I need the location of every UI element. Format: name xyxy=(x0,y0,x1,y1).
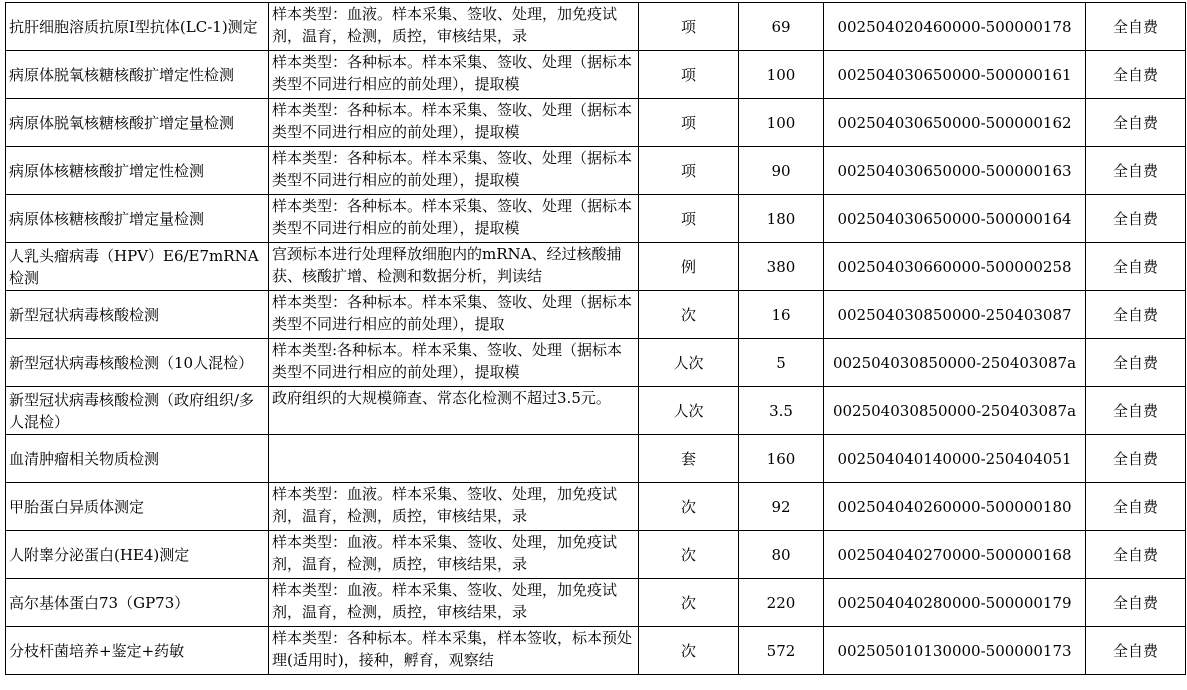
item-name-cell: 高尔基体蛋白73（GP73） xyxy=(6,579,269,627)
item-code-cell: 002504020460000-500000178 xyxy=(824,3,1086,51)
table-row xyxy=(6,483,1186,531)
item-content-text: 样本类型:各种标本。样本采集、签收、处理（据标本类型不同进行相应的前处理），提取模 xyxy=(272,341,623,381)
item-price-cell: 572 xyxy=(739,627,824,675)
item-content-cell xyxy=(269,291,639,339)
item-content-text: 样本类型：各种标本。样本采集、签收、处理（据标本类型不同进行相应的前处理），提取模 xyxy=(272,197,633,237)
item-name-cell: 人乳头瘤病毒（HPV）E6/E7mRNA检测 xyxy=(6,243,269,291)
item-category-cell: 全自费 xyxy=(1086,291,1186,339)
item-unit-cell: 人次 xyxy=(639,339,739,387)
item-code-cell: 002504030850000-250403087 xyxy=(824,291,1086,339)
item-price-cell: 3.5 xyxy=(739,387,824,435)
item-content-cell xyxy=(269,387,639,435)
item-content-cell xyxy=(269,3,639,51)
item-price-cell: 100 xyxy=(739,99,824,147)
item-category-cell: 全自费 xyxy=(1086,147,1186,195)
item-content-cell xyxy=(269,51,639,99)
item-content-cell xyxy=(269,627,639,675)
item-name-cell: 病原体核糖核酸扩增定量检测 xyxy=(6,195,269,243)
item-unit-cell: 项 xyxy=(639,51,739,99)
item-code-cell: 002505010130000-500000173 xyxy=(824,627,1086,675)
item-code-cell: 002504030650000-500000163 xyxy=(824,147,1086,195)
item-name-cell: 病原体核糖核酸扩增定性检测 xyxy=(6,147,269,195)
item-content-cell xyxy=(269,435,639,483)
table-row xyxy=(6,99,1186,147)
item-unit-cell: 次 xyxy=(639,627,739,675)
item-price-cell: 220 xyxy=(739,579,824,627)
item-content-text xyxy=(272,435,636,479)
item-price-cell: 180 xyxy=(739,195,824,243)
item-unit-cell: 项 xyxy=(639,147,739,195)
item-content-cell xyxy=(269,339,639,387)
item-category-cell: 全自费 xyxy=(1086,99,1186,147)
item-name-cell: 新型冠状病毒核酸检测（政府组织/多人混检） xyxy=(6,387,269,435)
item-unit-cell: 例 xyxy=(639,243,739,291)
item-name-cell: 抗肝细胞溶质抗原I型抗体(LC-1)测定 xyxy=(6,3,269,51)
item-name-cell: 血清肿瘤相关物质检测 xyxy=(6,435,269,483)
item-content-cell xyxy=(269,531,639,579)
item-price-cell: 90 xyxy=(739,147,824,195)
item-name-cell: 新型冠状病毒核酸检测（10人混检） xyxy=(6,339,269,387)
table-row xyxy=(6,243,1186,291)
item-unit-cell: 人次 xyxy=(639,387,739,435)
item-price-cell: 380 xyxy=(739,243,824,291)
table-row xyxy=(6,51,1186,99)
price-table-body xyxy=(6,3,1186,675)
item-unit-cell: 次 xyxy=(639,291,739,339)
item-content-cell xyxy=(269,483,639,531)
item-unit-cell: 项 xyxy=(639,99,739,147)
item-content-cell xyxy=(269,243,639,291)
table-row xyxy=(6,627,1186,675)
item-content-cell xyxy=(269,579,639,627)
item-price-cell: 5 xyxy=(739,339,824,387)
item-unit-cell: 项 xyxy=(639,195,739,243)
item-price-cell: 92 xyxy=(739,483,824,531)
item-price-cell: 100 xyxy=(739,51,824,99)
table-row xyxy=(6,147,1186,195)
item-category-cell: 全自费 xyxy=(1086,483,1186,531)
item-code-cell: 002504030850000-250403087a xyxy=(824,387,1086,435)
item-category-cell: 全自费 xyxy=(1086,195,1186,243)
item-content-text: 样本类型：各种标本。样本采集、签收、处理（据标本类型不同进行相应的前处理），提取 xyxy=(272,293,633,333)
table-row xyxy=(6,531,1186,579)
item-name-cell: 新型冠状病毒核酸检测 xyxy=(6,291,269,339)
item-code-cell: 002504040280000-500000179 xyxy=(824,579,1086,627)
item-price-cell: 80 xyxy=(739,531,824,579)
item-content-text: 样本类型：血液。样本采集、签收、处理，加免疫试剂，温育，检测，质控，审核结果，录 xyxy=(272,485,618,525)
item-content-text: 样本类型：血液。样本采集、签收、处理，加免疫试剂，温育，检测，质控，审核结果，录 xyxy=(272,581,618,621)
item-code-cell: 002504040140000-250404051 xyxy=(824,435,1086,483)
table-row xyxy=(6,435,1186,483)
item-content-text: 样本类型：血液。样本采集、签收、处理，加免疫试剂，温育，检测，质控，审核结果，录 xyxy=(272,5,618,45)
item-category-cell: 全自费 xyxy=(1086,243,1186,291)
price-table xyxy=(5,2,1186,675)
item-unit-cell: 次 xyxy=(639,531,739,579)
item-name-cell: 分枝杆菌培养+鉴定+药敏 xyxy=(6,627,269,675)
item-code-cell: 002504030660000-500000258 xyxy=(824,243,1086,291)
item-name-cell: 病原体脱氧核糖核酸扩增定量检测 xyxy=(6,99,269,147)
item-content-cell xyxy=(269,147,639,195)
item-category-cell: 全自费 xyxy=(1086,339,1186,387)
item-content-text: 样本类型：血液。样本采集、签收、处理，加免疫试剂，温育，检测，质控，审核结果，录 xyxy=(272,533,618,573)
table-row xyxy=(6,579,1186,627)
item-code-cell: 002504040260000-500000180 xyxy=(824,483,1086,531)
item-code-cell: 002504030650000-500000161 xyxy=(824,51,1086,99)
item-category-cell: 全自费 xyxy=(1086,579,1186,627)
item-content-cell xyxy=(269,195,639,243)
item-name-cell: 病原体脱氧核糖核酸扩增定性检测 xyxy=(6,51,269,99)
item-content-text: 政府组织的大规模筛查、常态化检测不超过3.5元。 xyxy=(272,389,611,407)
item-name-cell: 人附睾分泌蛋白(HE4)测定 xyxy=(6,531,269,579)
item-category-cell: 全自费 xyxy=(1086,387,1186,435)
item-code-cell: 002504040270000-500000168 xyxy=(824,531,1086,579)
item-category-cell: 全自费 xyxy=(1086,531,1186,579)
item-code-cell: 002504030650000-500000164 xyxy=(824,195,1086,243)
item-content-text: 宫颈标本进行处理释放细胞内的mRNA、经过核酸捕获、核酸扩增、检测和数据分析，判读结 xyxy=(272,245,622,285)
item-category-cell: 全自费 xyxy=(1086,51,1186,99)
item-unit-cell: 套 xyxy=(639,435,739,483)
item-content-text: 样本类型：各种标本。样本采集、签收、处理（据标本类型不同进行相应的前处理），提取模 xyxy=(272,101,633,141)
item-category-cell: 全自费 xyxy=(1086,3,1186,51)
table-row xyxy=(6,291,1186,339)
item-unit-cell: 项 xyxy=(639,3,739,51)
table-row xyxy=(6,195,1186,243)
item-unit-cell: 次 xyxy=(639,483,739,531)
item-price-cell: 16 xyxy=(739,291,824,339)
item-content-cell xyxy=(269,99,639,147)
item-code-cell: 002504030650000-500000162 xyxy=(824,99,1086,147)
table-row xyxy=(6,3,1186,51)
item-category-cell: 全自费 xyxy=(1086,627,1186,675)
item-category-cell: 全自费 xyxy=(1086,435,1186,483)
item-price-cell: 160 xyxy=(739,435,824,483)
item-unit-cell: 次 xyxy=(639,579,739,627)
item-price-cell: 69 xyxy=(739,3,824,51)
item-name-cell: 甲胎蛋白异质体测定 xyxy=(6,483,269,531)
table-row xyxy=(6,339,1186,387)
item-content-text: 样本类型：各种标本。样本采集、签收、处理（据标本类型不同进行相应的前处理），提取模 xyxy=(272,53,633,93)
table-row xyxy=(6,387,1186,435)
item-code-cell: 002504030850000-250403087a xyxy=(824,339,1086,387)
item-content-text: 样本类型：各种标本。样本采集、签收、处理（据标本类型不同进行相应的前处理），提取模 xyxy=(272,149,633,189)
item-content-text: 样本类型：各种标本。样本采集，样本签收，标本预处理(适用时)，接种，孵育，观察结 xyxy=(272,629,633,669)
